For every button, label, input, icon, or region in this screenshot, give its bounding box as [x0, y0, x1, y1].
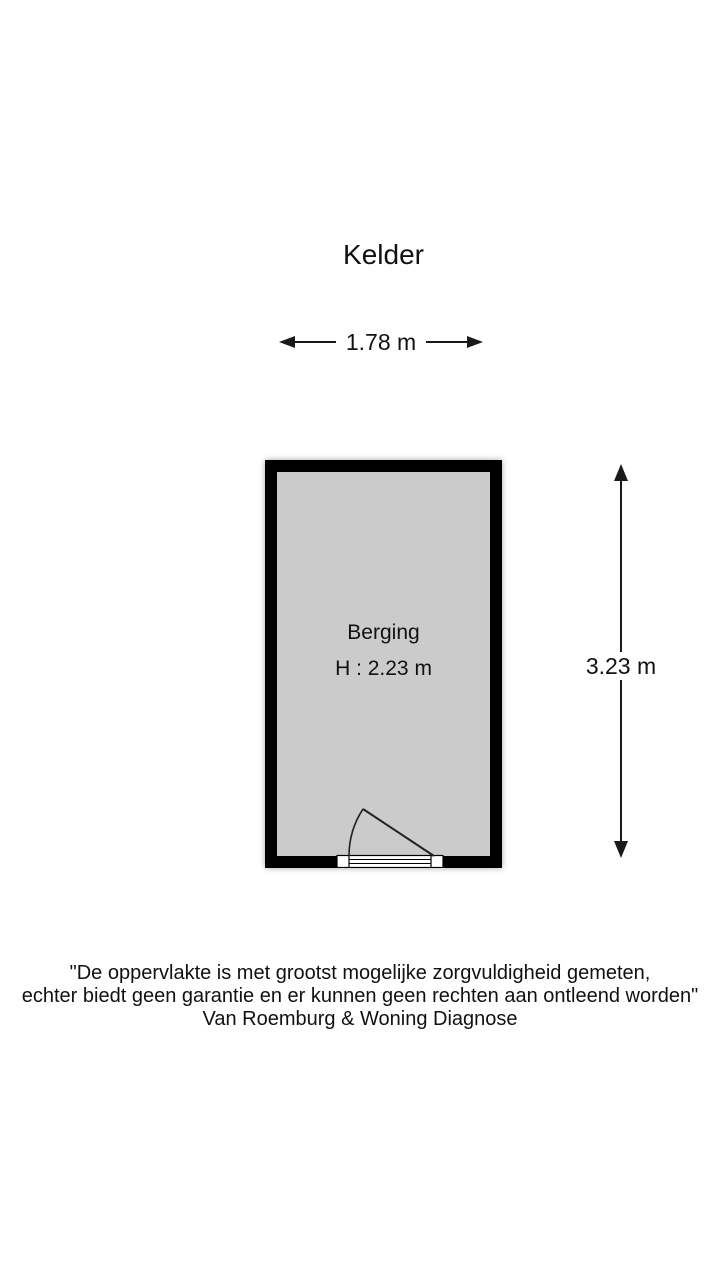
disclaimer-line-1: "De oppervlakte is met grootst mogelijke zorgvuldigheid gemeten, — [69, 962, 651, 984]
disclaimer-line-3: Van Roemburg & Woning Diagnose — [202, 1008, 518, 1030]
room-ceiling-height-label: H : 2.23 m — [335, 657, 432, 680]
arrow-down-icon — [614, 841, 628, 858]
room-labels — [277, 620, 490, 682]
page-title: Kelder — [343, 239, 424, 270]
dimension-line — [426, 341, 467, 343]
height-dimension-label: 3.23 m — [585, 653, 657, 679]
width-dimension — [279, 330, 483, 354]
disclaimer — [0, 962, 720, 1031]
disclaimer-line-2: echter biedt geen garantie en er kunnen geen rechten aan ontleend worden" — [21, 985, 699, 1007]
arrow-left-icon — [279, 336, 295, 348]
dimension-line — [295, 341, 336, 343]
height-dimension — [585, 464, 657, 858]
room-name-label: Berging — [347, 621, 420, 644]
room-berging — [265, 460, 502, 868]
arrow-right-icon — [467, 336, 483, 348]
width-dimension-label: 1.78 m — [345, 329, 417, 355]
